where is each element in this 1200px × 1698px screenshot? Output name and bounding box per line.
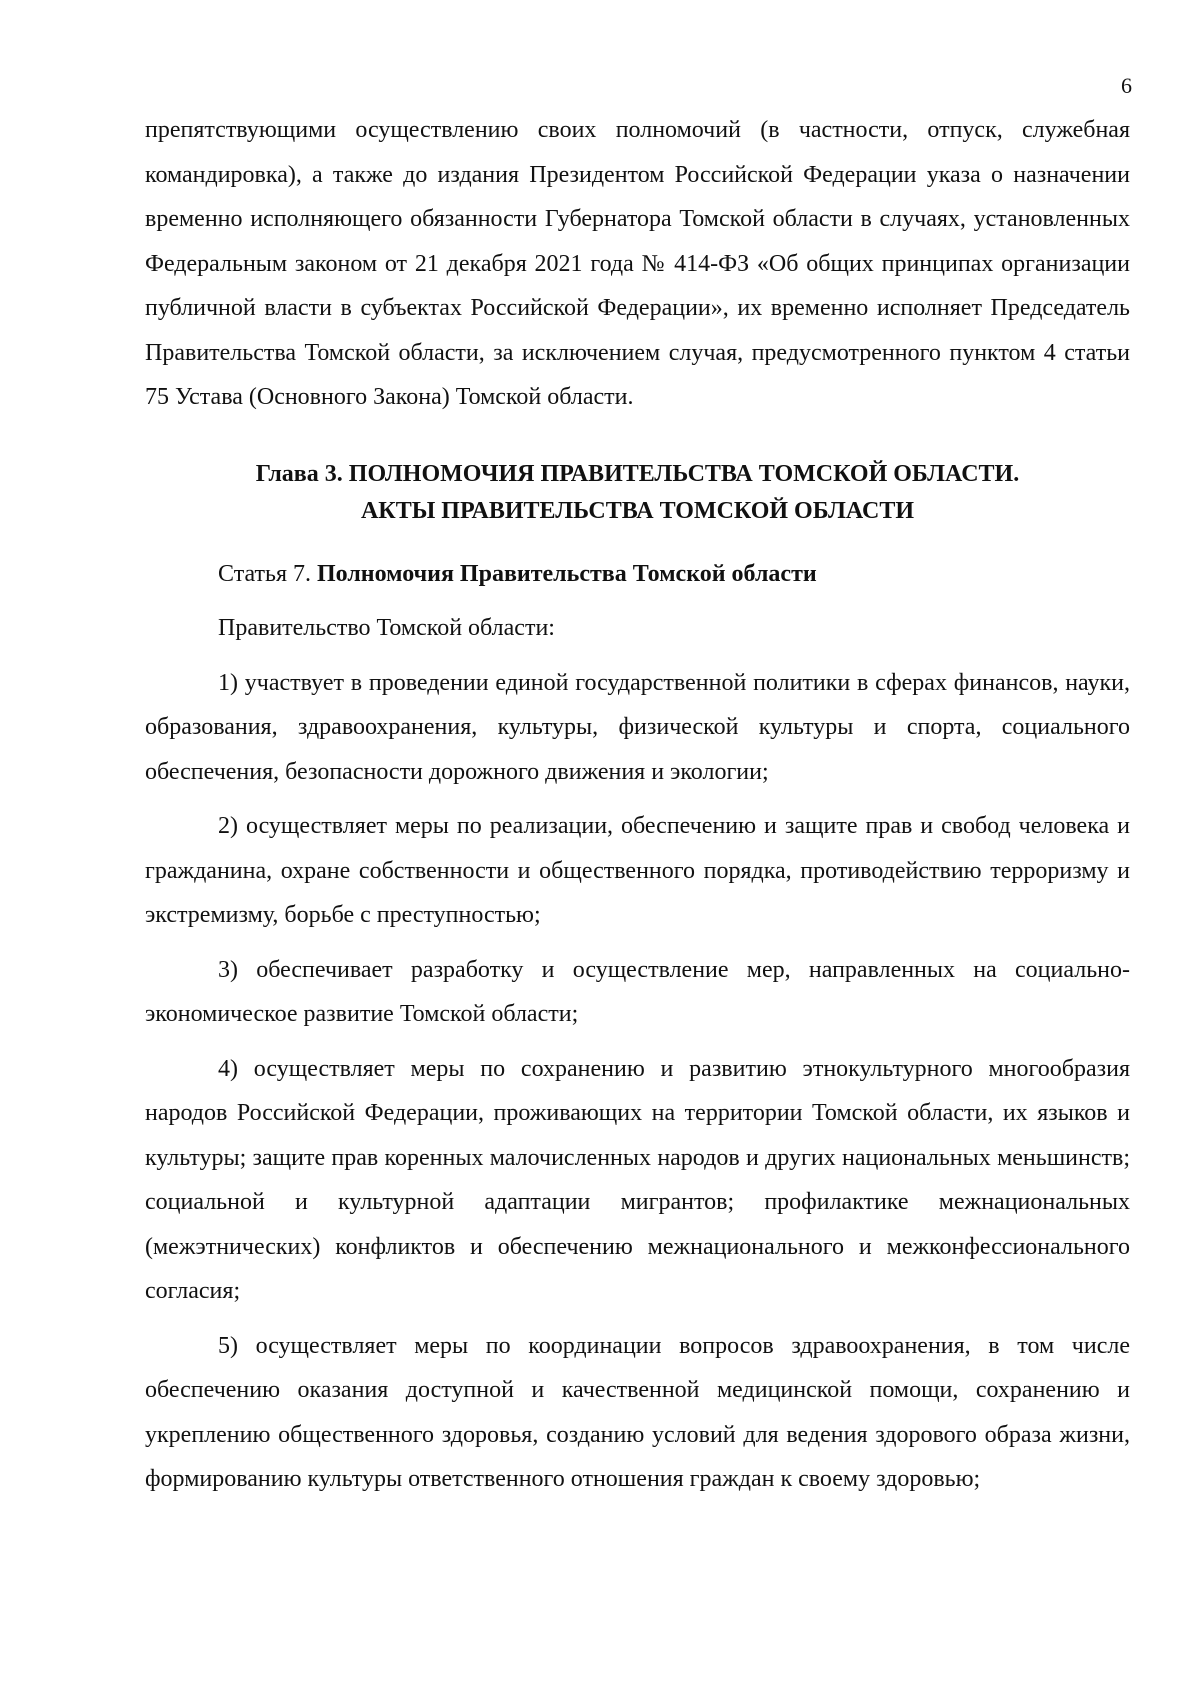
chapter-heading-line-1: Глава 3. ПОЛНОМОЧИЯ ПРАВИТЕЛЬСТВА ТОМСКОЙ ОБЛАСТИ.	[255, 460, 1020, 487]
document-body	[145, 108, 1130, 1502]
intro-paragraph: препятствующими осуществлению своих полномочий (в частности, отпуск, служебная командировка), а также до издания Президентом Российской Федерации указа о назначении временно исполняющего обязанности Губернатора Томской области в случаях, установленных Федеральным законом от 21 декабря 2021 года № 414-ФЗ «Об общих принципах организации публичной власти в субъектах Российской Федерации», их временно исполняет Председатель Правительства Томской области, за исключением случая, предусмотренного пунктом 4 статьи 75 Устава (Основного Закона) Томской области.	[145, 117, 1130, 410]
list-item: 4) осуществляет меры по сохранению и развитию этнокультурного многообразия народов Российской Федерации, проживающих на территории Томской области, их языков и культуры; защите прав коренных малочисленных народов и других национальных меньшинств; социальной и культурной адаптации мигрантов; профилактике межнациональных (межэтнических) конфликтов и обеспечению межнационального и межконфессионального согласия;	[145, 1055, 1130, 1304]
chapter-heading-line-2: АКТЫ ПРАВИТЕЛЬСТВА ТОМСКОЙ ОБЛАСТИ	[360, 497, 915, 524]
lead-paragraph: Правительство Томской области:	[218, 615, 555, 641]
list-item: 3) обеспечивает разработку и осуществление мер, направленных на социально-экономическое развитие Томской области;	[145, 956, 1130, 1027]
article-prefix: Статья 7.	[218, 560, 311, 587]
list-item: 2) осуществляет меры по реализации, обеспечению и защите прав и свобод человека и гражданина, охране собственности и общественного порядка, противодействию терроризму и экстремизму, борьбе с преступностью;	[145, 813, 1130, 928]
article-title: Полномочия Правительства Томской области	[316, 560, 817, 587]
article-heading	[145, 552, 1130, 597]
list-item: 5) осуществляет меры по координации вопросов здравоохранения, в том числе обеспечению оказания доступной и качественной медицинской помощи, сохранению и укреплению общественного здоровья, созданию условий для ведения здорового образа жизни, формированию культуры ответственного отношения граждан к своему здоровью;	[145, 1332, 1130, 1492]
page-number: 6	[1121, 73, 1132, 98]
chapter-heading	[145, 456, 1130, 530]
list-item: 1) участвует в проведении единой государственной политики в сферах финансов, науки, образования, здравоохранения, культуры, физической культуры и спорта, социального обеспечения, безопасности дорожного движения и экологии;	[145, 669, 1130, 785]
